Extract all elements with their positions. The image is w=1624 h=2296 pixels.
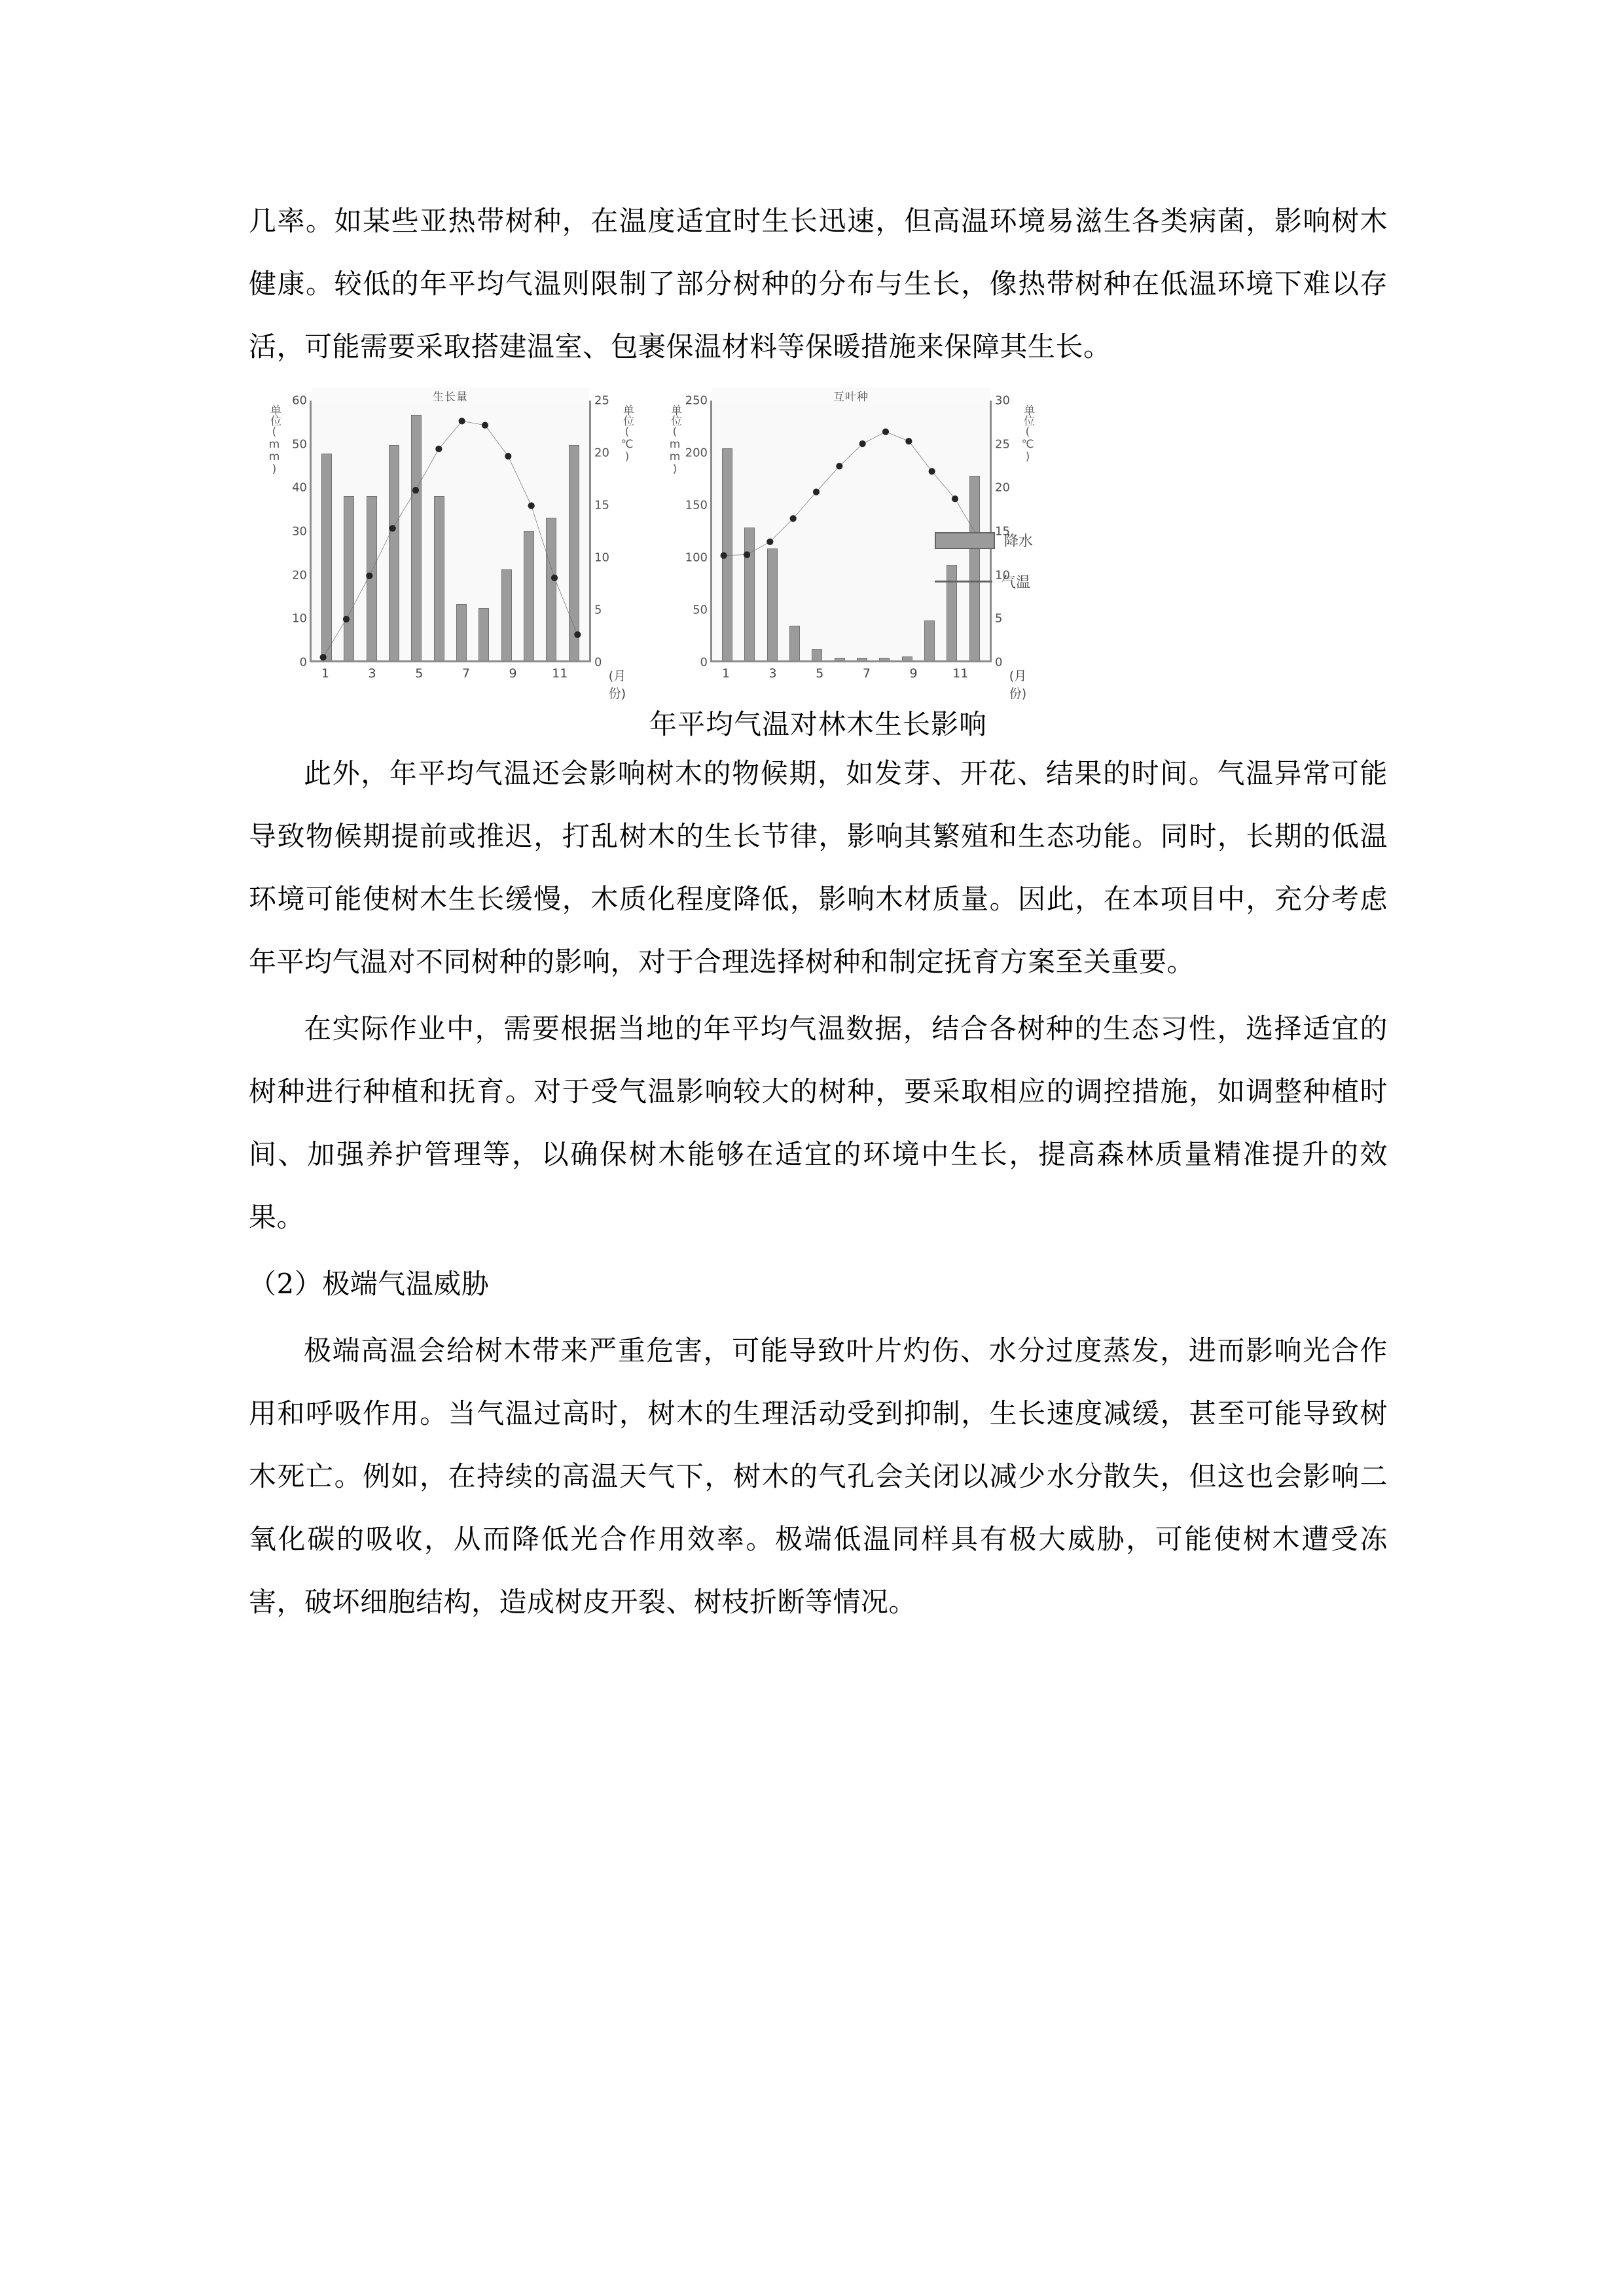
chart-right-y-axis-ticks [680,393,710,670]
chart-right-x-axis [714,665,1027,701]
y-tick-label: 30 [292,524,307,539]
temperature-data-point [721,552,727,559]
chart-left-temperature-line [312,403,589,660]
x-tick-label: 1 [721,666,730,681]
temperature-data-point [528,502,535,509]
temperature-data-point [366,573,372,579]
chart-left-x-axis [314,665,626,701]
chart-left-y2-axis-unit: 单位(℃) [621,404,634,463]
y-tick-label: 0 [700,655,708,670]
x-tick-label: 3 [768,666,777,681]
y2-tick-label: 20 [594,446,609,460]
figure-caption: 年平均气温对林木生长影响 [649,708,987,740]
y-tick-label: 100 [685,550,708,565]
temperature-data-point [435,446,442,452]
y-tick-label: 0 [299,655,307,670]
y-tick-label: 200 [685,446,708,460]
legend-label-temperature: 气温 [1001,575,1030,591]
y2-tick-label: 5 [995,611,1003,626]
figure-annual-mean-temperature [249,391,1388,742]
y2-tick-label: 30 [995,393,1010,408]
y2-tick-label: 20 [995,480,1010,495]
y-tick-label: 60 [292,393,307,408]
temperature-data-point [952,495,958,502]
y2-tick-label: 0 [995,655,1003,670]
chart-left [268,391,634,701]
temperature-data-point [389,525,396,531]
x-tick-label: 9 [909,666,918,681]
page-content [249,190,1388,1638]
temperature-data-point [459,418,465,424]
chart-right-y-axis-unit: 单位(mm) [668,404,681,475]
temperature-data-point [482,422,488,429]
chart-left-main [268,391,634,670]
y2-tick-label: 0 [594,655,602,670]
bar-swatch-icon [935,532,995,549]
x-tick-label: 5 [415,666,424,681]
temperature-polyline [323,421,578,657]
line-swatch-icon [935,581,992,583]
temperature-data-point [813,488,820,495]
chart-right [668,391,1034,701]
y-tick-label: 50 [292,437,307,452]
y2-tick-label: 25 [995,437,1010,452]
chart-left-y2-axis-ticks [591,393,621,670]
paragraph-1: 几率。如某些亚热带树种，在温度适宜时生长迅速，但高温环境易滋生各类病菌，影响树木健康。较低的年平均气温则限制了部分树种的分布与生长，像热带树种在低温环境下难以存活，可能需要采取搭建温室、包裹保温材料等保暖措施来保障其生长。 [249,205,1388,363]
temperature-data-point [412,487,419,493]
legend-item-precipitation [935,530,1033,550]
temperature-data-point [505,453,511,459]
charts-row [249,391,1388,701]
temperature-data-point [790,515,797,522]
x-tick-label: 3 [368,666,376,681]
y2-tick-label: 25 [594,393,609,408]
temperature-data-point [343,616,350,622]
x-axis-label: (月份) [608,669,626,701]
x-axis-label: (月份) [1009,669,1027,701]
y2-tick-label: 15 [594,498,609,512]
temperature-data-point [744,551,750,558]
y2-tick-label: 10 [995,568,1010,583]
y2-tick-label: 10 [594,550,609,565]
chart-legend [935,530,1033,592]
y2-tick-label: 5 [594,603,602,617]
y-tick-label: 10 [292,611,307,626]
paragraph-2: 此外，年平均气温还会影响树木的物候期，如发芽、开花、结果的时间。气温异常可能导致物候期提前或推迟，打乱树木的生长节律，影响其繁殖和生态功能。同时，长期的低温环境可能使树木生长缓慢，木质化程度降低，影响木材质量。因此，在本项目中，充分考虑年平均气温对不同树种的影响，对于合理选择树种和制定抚育方案至关重要。 [249,757,1388,978]
legend-label-precipitation: 降水 [1003,533,1033,550]
chart-left-y-axis-ticks [280,393,310,670]
y2-tick-label: 15 [995,524,1010,539]
chart-right-title: 互叶种 [712,387,990,404]
x-tick-label: 7 [862,666,871,681]
x-tick-label: 11 [952,666,969,681]
y-tick-label: 150 [685,498,708,512]
paragraph-3: 在实际作业中，需要根据当地的年平均气温数据，结合各树种的生态习性，选择适宜的树种进行种植和抚育。对于受气温影响较大的树种，要采取相应的调控措施，如调整种植时间、加强养护管理等，以确保树木能够在适宜的环境中生长，提高森林质量精准提升的效果。 [249,1013,1388,1233]
legend-item-temperature [935,571,1033,592]
y-tick-label: 20 [292,568,307,583]
temperature-data-point [929,468,935,475]
x-tick-label: 9 [509,666,517,681]
temperature-data-point [882,429,889,435]
x-tick-label: 5 [816,666,824,681]
x-tick-label: 7 [461,666,470,681]
chart-right-y2-axis-unit: 单位(℃) [1021,404,1034,463]
x-tick-label: 1 [321,666,329,681]
y-tick-label: 250 [685,393,708,408]
temperature-data-point [859,440,866,447]
section-heading-extreme-temperature: （2）极端气温威胁 [249,1268,490,1300]
x-tick-label: 11 [552,666,568,681]
temperature-data-point [551,575,558,581]
temperature-data-point [836,463,842,469]
temperature-data-point [320,654,327,660]
paragraph-5: 极端高温会给树木带来严重危害，可能导致叶片灼伤、水分过度蒸发，进而影响光合作用和呼吸作用。当气温过高时，树木的生理活动受到抑制，生长速度减缓，甚至可能导致树木死亡。例如，在持续的高温天气下，树木的气孔会关闭以减少水分散失，但这也会影响二氧化碳的吸收，从而降低光合作用效率。极端低温同样具有极大威胁，可能使树木遭受冻害，破坏细胞结构，造成树皮开裂、树枝折断等情况。 [249,1335,1388,1618]
y-tick-label: 40 [292,480,307,495]
y-tick-label: 50 [693,603,708,617]
temperature-data-point [767,539,773,545]
temperature-data-point [574,631,581,637]
chart-left-plot-area [310,391,591,662]
chart-left-title: 生长量 [312,387,589,404]
temperature-data-point [905,438,912,444]
chart-left-y-axis-unit: 单位(mm) [268,404,281,475]
